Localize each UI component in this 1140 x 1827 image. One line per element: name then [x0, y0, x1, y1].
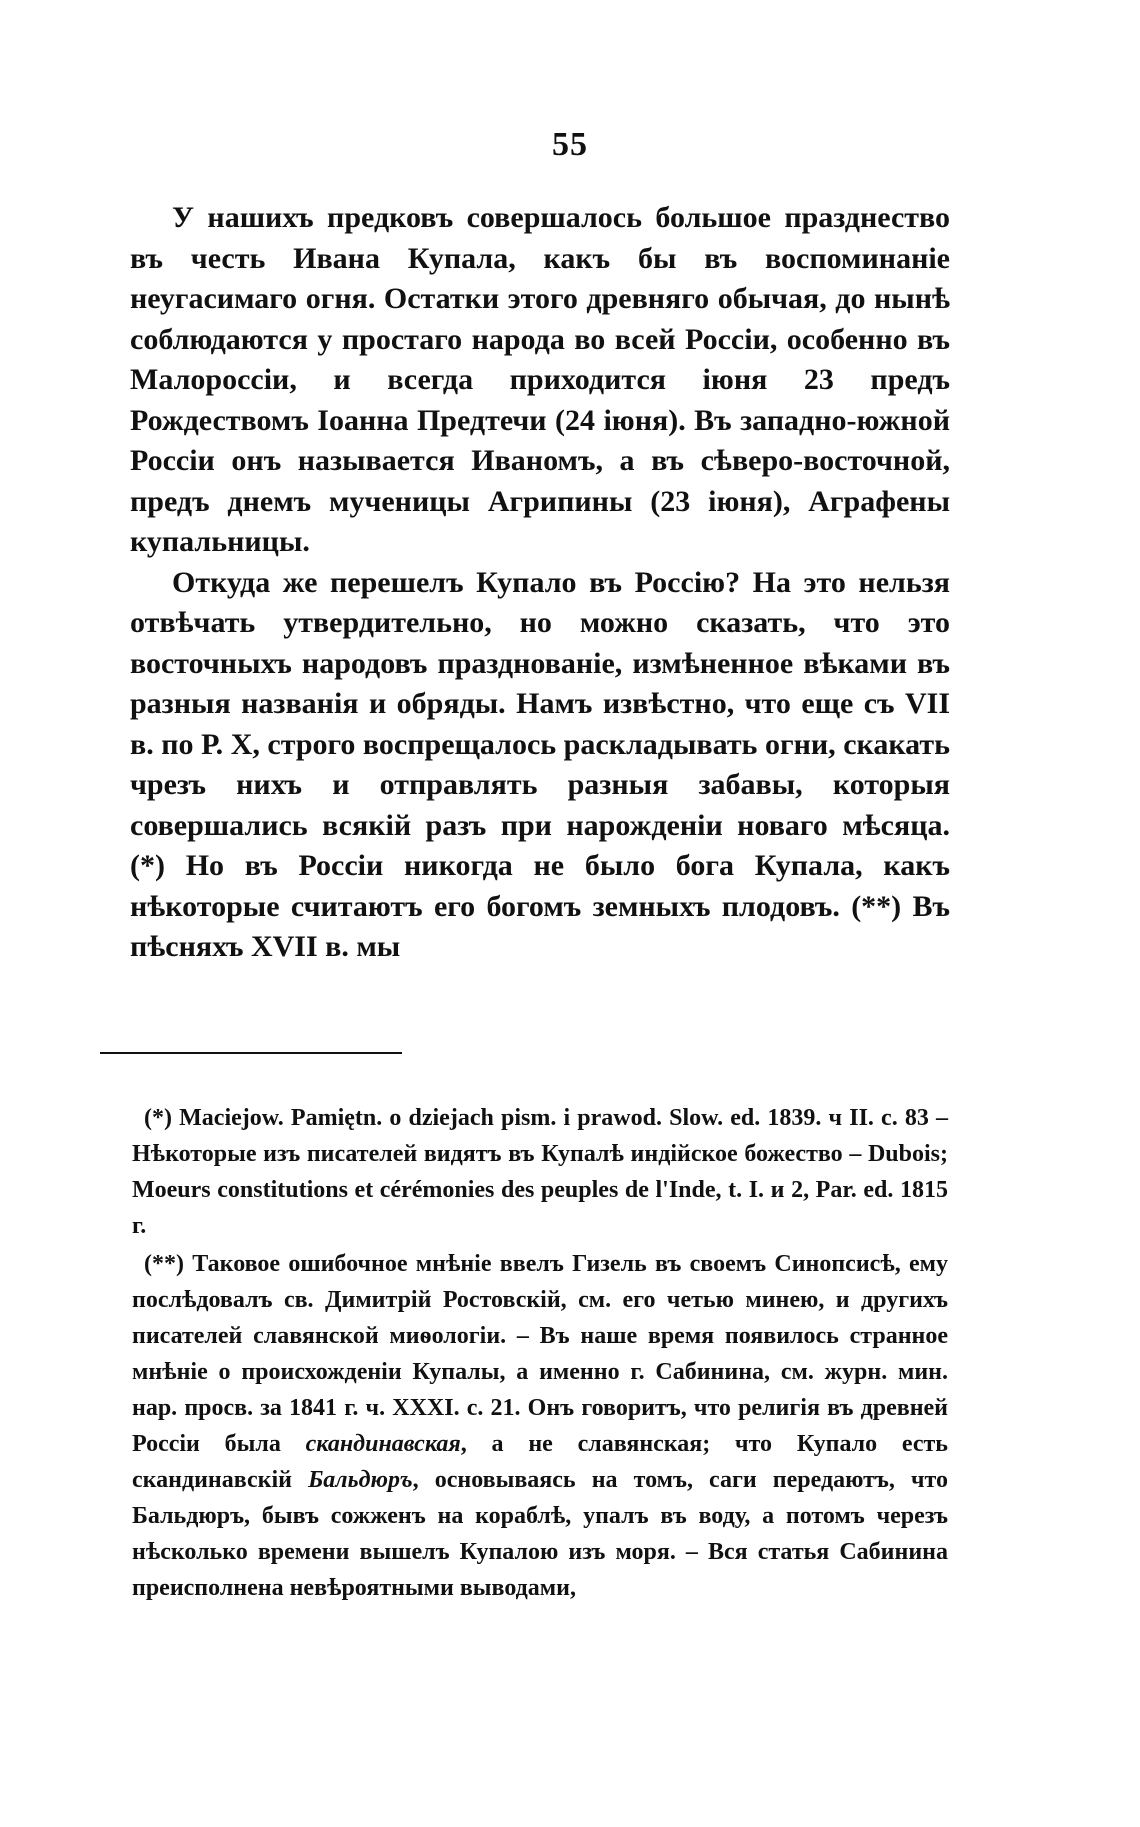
main-text: [130, 198, 950, 968]
footnote-2-text-after: , основываясь на томъ, саги передаютъ, что Бальдюръ, бывъ сожженъ на кораблѣ, упалъ въ воду, а потомъ черезъ нѣсколько времени вышелъ Купалою изъ моря. – Вся статья Сабинина преисполнена невѣроятными выводами,: [132, 1467, 948, 1601]
paragraph-kupala-festival: У нашихъ предковъ совершалось большое празднество въ честь Ивана Купала, какъ бы въ воспоминаніе неугасимаго огня. Остатки этого древняго обычая, до нынѣ соблюдаются у простаго народа во всей Россіи, особенно въ Малороссіи, и всегда приходится іюня 23 предъ Рождествомъ Іоанна Предтечи (24 іюня). Въ западно-южной Россіи онъ называется Иваномъ, а въ сѣверо-восточной, предъ днемъ мученицы Агрипины (23 іюня), Аграфены купальницы.: [130, 201, 950, 558]
footnote-2-text-middle: , а не славянская; что Купало есть скандинавскій: [132, 1431, 948, 1493]
footnote-divider: [100, 1052, 402, 1054]
footnote-2-italic-baldur: Бальдюръ: [308, 1467, 413, 1493]
paragraph-kupala-origin: Откуда же перешелъ Купало въ Россію? На это нельзя отвѣчать утвердительно, но можно сказать, что это восточныхъ народовъ празднованіе, измѣненное вѣками въ разныя названія и обряды. Намъ извѣстно, что еще съ VII в. по Р. Х, строго воспрещалось раскладывать огни, скакать чрезъ нихъ и отправлять разныя забавы, которыя совершались всякій разъ при нарожденіи новаго мѣсяца. (*) Но въ Россіи никогда не было бога Купала, какъ нѣкоторые считаютъ его богомъ земныхъ плодовъ. (**) Въ пѣсняхъ XVII в. мы: [130, 565, 950, 963]
page-number: 55: [552, 126, 588, 163]
footnote-1: [132, 1100, 948, 1244]
footnote-2-text-before: Таковое ошибочное мнѣніе ввелъ Гизель въ своемъ Синопсисѣ, ему послѣдовалъ св. Димитрій Ростовскій, см. его четью минею, и другихъ писателей славянской миѳологіи. – Въ наше время появилось странное мнѣніе о происхожденіи Купалы, а именно г. Сабинина, см. журн. мин. нар. просв. за 1841 г. ч. XXXI. с. 21. Онъ говоритъ, что религія въ древней Россіи была: [132, 1251, 948, 1457]
footnote-1-text: Maciejow. Pamiętn. o dziejach pism. i prawod. Slow. ed. 1839. ч II. с. 83 – Нѣкоторые изъ писателей видятъ въ Купалѣ индійское божество – Dubois; Moeurs constitutions et cérémonies des peuples de l'Inde, t. I. и 2, Par. ed. 1815 г.: [132, 1105, 949, 1239]
footnote-2: [132, 1246, 948, 1606]
footnote-2-mark: (**): [144, 1251, 184, 1277]
footnotes: [132, 1100, 948, 1606]
footnote-2-italic-scandinavian: скандинавская: [305, 1431, 461, 1457]
footnote-1-mark: (*): [144, 1105, 172, 1131]
